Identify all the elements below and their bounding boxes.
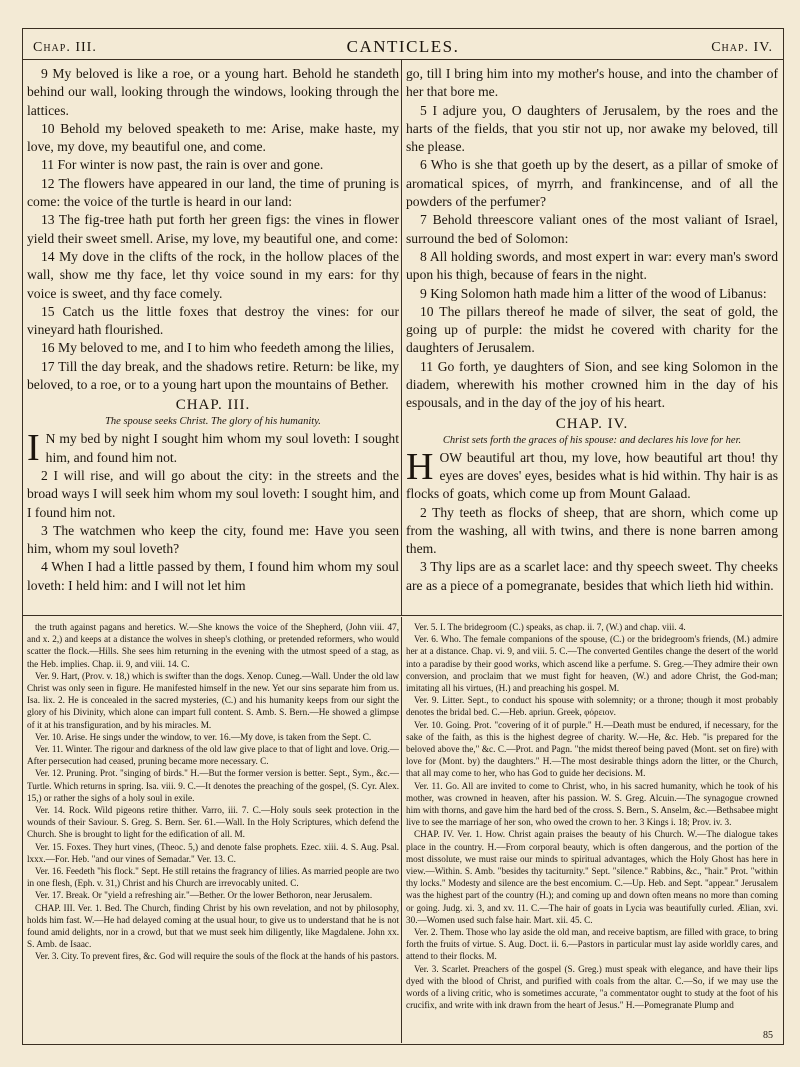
drop-cap: I [27, 427, 40, 470]
verse-number: 17 [41, 358, 55, 374]
verse-text: For winter is now past, the rain is over and gone. [57, 157, 324, 173]
verse-text: The watchmen who keep the city, found me: Have you seen him, whom my soul loveth? [27, 522, 399, 557]
verse-number: 4 [41, 559, 48, 575]
header-title: CANTICLES. [346, 37, 460, 56]
scripture-column-left [27, 65, 399, 613]
commentary-note: Ver. 9. Litter. Sept., to conduct his spouse with solemnity; or a throne; though it most probably denotes the bridal bed. C.—Heb. apriun. Greek, φόρειον. [406, 695, 778, 718]
verse-text: I adjure you, O daughters of Jerusalem, by the roes and the harts of the fields, that you stir not up, nor awake my beloved, till she please. [406, 102, 778, 155]
verse [27, 522, 399, 559]
first-verse [406, 445, 778, 504]
commentary-note: Ver. 12. Pruning. Prot. "singing of birds." H.—But the former version is better. Sept., Sym., &c.—Turtle. Which returns in spring. Isa. viii. 9. C.—It denotes the preaching of the gospel, (S. Cyr. Alex. 15,) or rather the sighs of a holy soul in exile. [27, 768, 399, 803]
verse-number: 13 [41, 212, 55, 228]
commentary-note: Ver. 10. Arise. He sings under the window, to ver. 16.—My dove, is taken from the Sept. C. [35, 731, 372, 742]
commentary-note: Ver. 5. I. The bridegroom (C.) speaks, as chap. ii. 7, (W.) and chap. viii. 4. [414, 622, 686, 632]
scripture-column-right [406, 65, 778, 613]
verse [406, 156, 778, 211]
verse [27, 211, 399, 248]
verse-text: The fig-tree hath put forth her green figs: the vines in flower yield their sweet smell. Arise, my love, my beautiful one, and come: [27, 212, 399, 246]
verse-number: 7 [420, 212, 427, 228]
column-divider [401, 60, 402, 615]
verse-text: Behold threescore valiant ones of the most valiant of Israel, surround the bed of Solomon: [406, 212, 778, 246]
header-left: Chap. III. [33, 40, 97, 55]
verse-number: 2 [41, 467, 48, 483]
chapter-heading: CHAP. IV. [555, 415, 629, 432]
verse [27, 558, 399, 595]
verse [406, 285, 778, 303]
commentary-note: Ver. 10. Going. Prot. "covering of it of purple." H.—Death must be endured, if necessary, for the sake of the faith, as this is the highest degree of charity. W.—He, &c. Heb. "is prepared for the beloved above the," &c. C.—Prot. and Pagn. "the midst thereof being paved (Mont. set on fire) with love for (Mont. by) the daughters." H.—The most desirable things adorn the litter, or the Church, that all may come to her, who has God to guide her decisions. M. [406, 719, 778, 779]
commentary-note: the truth against pagans and heretics. W.—She knows the voice of the Shepherd, (John viii. 47, and x. 2,) and keeps at a distance the wolves in sheep's clothing, or pretended reformers, who would scatter the flock.—Hills. She sees him returning in the evening with the utmost speed of a stag, as the Heb. implies. Chap. ii. 9, and viii. 14. C. [27, 622, 399, 669]
commentary-notes [23, 618, 783, 1044]
verse-text: The pillars thereof he made of silver, the seat of gold, the going up of purple: the midst he covered with charity for the daughters of Jerusalem. [406, 303, 778, 356]
page-frame [22, 28, 784, 1045]
commentary-note: Ver. 16. Feedeth "his flock." Sept. He still retains the fragrancy of lilies. As married people are two in one flesh, (Eph. v. 31,) Christ and his Church are irrevocably united. C. [27, 866, 399, 889]
commentary-note: Ver. 14. Rock. Wild pigeons retire thither. Varro, iii. 7. C.—Holy souls seek protection in the wounds of their Saviour. S. Greg. S. Bern. Ser. 61.—Wall. In the Holy Scriptures, which defend the Church. She is brought to light for the edification of all. M. [27, 805, 399, 840]
commentary-note: Ver. 3. Scarlet. Preachers of the gospel (S. Greg.) must speak with elegance, and have their lips dyed with the blood of Christ, and purified with coals from the altar. C.—So, if we may use the words of a living critic, who is sometimes accurate, "a commentator ought to study at the foot of his crucifix, and write with ink drawn from the heart of Jesus." H.—Pomegranate Plump and [406, 963, 778, 1011]
first-verse-text: OW beautiful art thou, my love, how beautiful art thou! thy eyes are doves' eyes, besides what is hid within. Thy hair is as flocks of goats, which come up from Mount Galaad. [406, 449, 778, 502]
verse-number: 15 [41, 303, 55, 319]
column-divider [401, 617, 402, 1043]
commentary-note: Ver. 11. Go. All are invited to come to Christ, who, in his sacred humanity, which he took of his mother, was crowned in heaven, after his passion. W. S. Greg. Alcuin.—The synagogue crowned him with thorns, and gave him the hard bed of the cross. S. Bern., S. Anselm, &c.—Bethsabee might live to see the marriage of her son, who owed the crown to her. 3 Kings i. 18; Prov. iv. 3. [406, 780, 778, 828]
verse-text: Go forth, ye daughters of Sion, and see king Solomon in the diadem, wherewith his mother crowned him in the day of his espousals, and in the day of the joy of his heart. [406, 358, 778, 411]
verse-text: King Solomon hath made him a litter of the wood of Libanus: [430, 285, 767, 301]
drop-cap: H [406, 445, 434, 488]
notes-divider [22, 615, 782, 616]
verse [27, 358, 399, 395]
verse-number: 10 [420, 303, 434, 319]
commentary-note: Ver. 2. Them. Those who lay aside the old man, and receive baptism, are filled with grace, to bring forth the fruits of virtue. S. Aug. Doct. ii. 6.—Pastors in particular must lay aside worldly cares, and attend to their flocks. M. [406, 927, 778, 962]
verse-number: 6 [420, 157, 427, 173]
verse-text: Thy lips are as a scarlet lace: and thy speech sweet. Thy cheeks are as a piece of a pomegranate, besides that which lieth hid within. [406, 559, 778, 593]
verse [406, 504, 778, 559]
verse-text: When I had a little passed by them, I found him whom my soul loveth: I held him: and I will not let him [27, 559, 399, 593]
running-header [23, 29, 783, 60]
verse-number: 11 [420, 358, 434, 374]
first-verse-text: N my bed by night I sought him whom my soul loveth: I sought him, and found him not. [45, 431, 399, 465]
verse [406, 248, 778, 285]
verse [27, 248, 399, 303]
page-number: 85 [763, 1030, 773, 1041]
commentary-note: Ver. 15. Foxes. They hurt vines, (Theoc. 5,) and denote false prophets. Ezec. xiii. 4. S. Aug. Psal. lxxx.—For. Heb. "and our vines of Semadar." Ver. 13. C. [27, 841, 399, 864]
verse-number: 9 [41, 66, 48, 81]
verse-number: 2 [420, 504, 427, 520]
scripture-text [23, 61, 783, 616]
verse-text: Catch us the little foxes that destroy the vines: for our vineyard hath flourished. [27, 303, 399, 338]
verse-text: Till the day break, and the shadows retire. Return: be like, my beloved, to a roe, or to a young hart upon the mountains of Bether. [27, 358, 399, 393]
commentary-note: Ver. 6. Who. The female companions of the spouse, (C.) or the bridegroom's friends, (M.) admire her at a distance. Chap. vi. 9, and viii. 5. C.—The converted Gentiles change the desert of the world into a paradise by their good works, which ascend like a perfume. S. Greg.—They admire their own conversion, and proclaim that we must fight for heaven, (W.) and adore Christ, the God-man; imitating all his virtues, (H.) and preaching his gospel. M. [406, 634, 778, 694]
verse [406, 303, 778, 358]
verse [406, 558, 778, 595]
verse [406, 211, 778, 248]
verse-number: 12 [41, 175, 55, 191]
verse-number: 16 [41, 340, 55, 356]
verse-number: 8 [420, 248, 427, 264]
verse [27, 65, 399, 120]
verse [27, 175, 399, 212]
verse [406, 358, 778, 413]
verse-text: Behold my beloved speaketh to me: Arise, make haste, my love, my dove, my beautiful one, and come. [27, 120, 399, 155]
verse-number: 14 [41, 248, 55, 264]
commentary-note: CHAP. IV. Ver. 1. How. Christ again praises the beauty of his Church. W.—The dialogue takes place in the country. H.—From corporal beauty, which is often dangerous, and the portion of the most dissolute, we must raise our minds to spiritual advantages, which the Holy Ghost has here in view.—Within. S. Amb. "besides thy taciturnity." Sept. "silence." Rabbins, &c., "hair." Prot. "within thy locks." Modesty and silence are the best encomium. C.—Up. Heb. and Sept. "appear." Jerusalem was the highest part of the country (H.); and coming up and down often means no more than coming or going. Judg. xi. 3, and xv. 11. C.—The hair of goats in Lycia was beautifully curled. Ælian, xvi. 30.—Women used such false hair. Mart. xii. 45. C. [406, 829, 778, 925]
verse-number: 3 [41, 522, 48, 538]
verse [27, 156, 399, 174]
verse-number: 5 [420, 102, 427, 118]
chapter-heading: CHAP. III. [175, 397, 251, 414]
commentary-note: CHAP. III. Ver. 1. Bed. The Church, finding Christ by his own revelation, and not by philosophy, holds him fast. W.—He had delayed coming at the usual hour, to give us to understand that he is not found amid delights, nor in a crowd, but that we must seek him diligently, like Magdalene. John xx. S. Amb. de Isaac. [27, 902, 399, 950]
verse-text: All holding swords, and most expert in war: every man's sword upon his thigh, because of fears in the night. [406, 248, 778, 283]
verse-number: 9 [420, 285, 427, 301]
commentary-note: Ver. 11. Winter. The rigour and darkness of the old law give place to that of light and love. Orig.—After persecution had ceased, pruning became more necessary. C. [27, 744, 399, 767]
verse-text: Thy teeth as flocks of sheep, that are shorn, which come up from the washing, all with twins, and there is none barren among them. [406, 504, 778, 557]
header-right: Chap. IV. [711, 40, 773, 55]
verse-text: The flowers have appeared in our land, the time of pruning is come: the voice of the turtle is heard in our land: [27, 175, 399, 210]
verse-text: My beloved is like a roe, or a young hart. Behold he standeth behind our wall, looking through the windows, looking through the lattices. [27, 66, 399, 118]
verse-list [406, 504, 778, 595]
verse-number: 11 [41, 157, 55, 173]
verse [27, 467, 399, 522]
chapter-argument: The spouse seeks Christ. The glory of his humanity. [105, 416, 321, 428]
notes-column-left [27, 621, 399, 1041]
chapter-argument: Christ sets forth the graces of his spouse: and declares his love for her. [442, 434, 742, 446]
verse-text: My beloved to me, and I to him who feedeth among the lilies, [58, 340, 394, 356]
verse-list [27, 467, 399, 595]
verse [406, 102, 778, 157]
verse-text: I will rise, and will go about the city: in the streets and the broad ways I will seek him whom my soul loveth: I sought him, and I found him not. [27, 467, 399, 520]
verse-text: Who is she that goeth up by the desert, as a pillar of smoke of aromatical spices, of myrrh, and frankincense, and of all the powders of the perfumer? [406, 157, 778, 210]
commentary-note: Ver. 3. City. To prevent fires, &c. God will require the souls of the flock at the hands of his pastors. [35, 951, 399, 962]
commentary-note: Ver. 17. Break. Or "yield a refreshing air."—Bether. Or the lower Bethoron, near Jerusalem. [35, 890, 373, 901]
notes-column-right [406, 621, 778, 1041]
commentary-note: Ver. 9. Hart, (Prov. v. 18,) which is swifter than the dogs. Xenop. Cuneg.—Wall. Under the old law Christ was only seen in figure. He manifested himself in the new. Yet our sins separate him from us. Isa. lix. 2. He is concealed in the sacred mysteries, (C.) and his humanity keeps from our sight the glory of his Divinity, which alone can impart full content. S. Amb. S. Bern.—He showed a glimpse of it at his transfiguration, and by his miracles. M. [27, 670, 399, 730]
verse [27, 339, 399, 357]
verse-list [406, 102, 778, 413]
verse [27, 303, 399, 340]
verse-continuation: go, till I bring him into my mother's house, and into the chamber of her that bore me. [406, 66, 778, 100]
first-verse [27, 427, 399, 470]
verse-number: 10 [41, 120, 55, 136]
verse-list [27, 65, 399, 394]
verse-text: My dove in the clifts of the rock, in the hollow places of the wall, show me thy face, let thy voice sound in my ears: for thy voice is sweet, and thy face comely. [27, 248, 399, 301]
verse-number: 3 [420, 559, 427, 575]
verse [27, 120, 399, 157]
